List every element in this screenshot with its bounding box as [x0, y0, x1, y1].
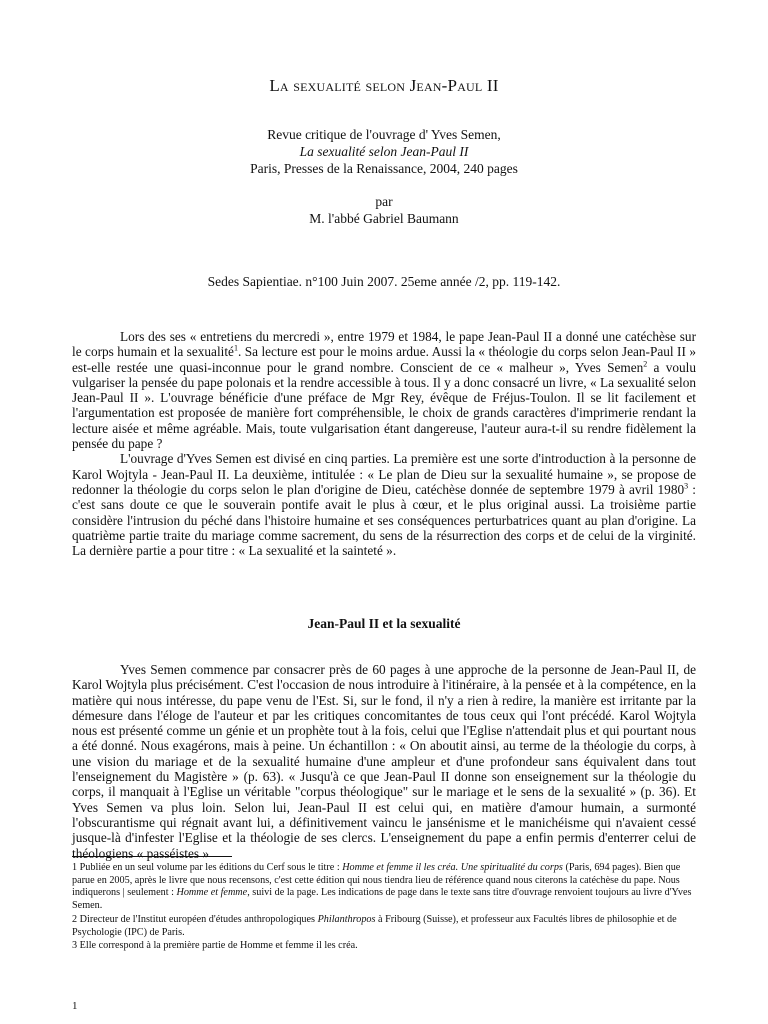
footnote-2 [72, 914, 696, 939]
text-span: L'ouvrage d'Yves Semen est divisé en cinq parties. La première est une sorte d'introduction à la personne de Karol Wojtyla - Jean-Paul II. La deuxième, intitulée : « Le plan de Dieu sur la sexualité humaine », se propose de redonner la théologie du corps selon le plan d'origine de Dieu, catéchèse donnée de septembre 1979 à avril 1980 [72, 451, 696, 497]
text-span: (Paris, 694 pages). Bien que parue en 2005, après le livre que nous recensons, c'est cette édition qui nous tiendra lieu de référence quand nous citerons la catéchèse du pape. Nous indiquerons | seulement : [72, 862, 681, 899]
document-title: La sexualité selon Jean-Paul II [269, 76, 499, 95]
text-span: a voulu vulgariser la pensée du pape polonais et la rendre accessible à tous. Il y a donc consacré un livre, « La sexualité selon Jean-Paul II ». L'ouvrage bénéficie d'une préface de Mgr Rey, évêque de Fréjus-Toulon. Il se lit facilement et l'argumentation est proposée de manière fort compréhensible, le choix de grands caractères d'imprimerie rendant la lecture aisée et même agréable. Mais, toute vulgarisation étant dangereuse, l'auteur aura-t-il su rendre fidèlement la pensée du pape ? [72, 359, 697, 452]
text-span: : c'est sans doute ce que le souverain pontife avait le plus à cœur, et le plus original aussi. La troisième partie considère l'intrusion du péché dans l'histoire humaine et ses conséquences perturbatrices quant au plan d'origine. La quatrième partie traite du mariage comme sacrement, du sens de la résurrection des corps et de celui de la virginité. La dernière partie a pour titre : « La sexualité et la sainteté ». [72, 481, 696, 559]
footnote-separator [72, 856, 232, 857]
footnote-ref-3: 3 [684, 481, 689, 491]
text-span: 2 Directeur de l'Institut européen d'études anthropologiques [72, 913, 318, 925]
review-line: Revue critique de l'ouvrage d' Yves Semen, [267, 127, 501, 142]
author-block [0, 193, 768, 227]
intro-paragraph-1 [72, 329, 696, 451]
intro-paragraph-2 [72, 451, 696, 558]
section-paragraph-1: Yves Semen commence par consacrer près de 60 pages à une approche de la personne de Jean-Paul II, de Karol Wojtyla plus précisément. C'est l'occasion de nous introduire à l'itinéraire, à la pensée et à la compétence, en la matière qui nous intéresse, du pape venu de l'Est. Si, sur le fond, il n'y a rien à redire, la manière est irritante par la démesure dans l'éloge de l'auteur et par les critiques concomitantes de tous ceux qui l'ont précédé. Karol Wojtyla nous est présenté comme un génie et un prophète tout à la fois, celui que l'Eglise n'attendait plus et qui pourtant nous a été donné. Nous exagérons, mais à peine. Un échantillon : « On aboutit ainsi, au terme de la théologie du corps, à une vision du mariage et de la sexualité humaine d'une ampleur et d'une profondeur sans équivalent dans tout l'enseignement du Magistère » (p. 63). « Jusqu'à ce que Jean-Paul II donne son enseignement sur la théologie du corps, il manquait à l'Eglise un véritable "corpus théologique" sur le mariage et le sens de la sexualité » (p. 36). Et Yves Semen va plus loin. Selon lui, Jean-Paul II est celui qui, en matière d'amour humain, a surmonté l'obscurantisme qui régnait avant lui, a définitivement vaincu le jansénisme et le manichéisme qui n'avaient cessé jusque-là d'infester l'Eglise et la théologie de ses clercs. L'enseignement du pape a enfin permis d'enterrer celui de théologiens « passéistes » [72, 662, 696, 861]
author-name: M. l'abbé Gabriel Baumann [309, 211, 459, 226]
footnote-ref-1: 1 [233, 343, 238, 353]
text-span: , suivi de la page. Les indications de page dans le texte sans titre d'ouvrage renvoient toujours au livre d'Yves Semen. [72, 887, 692, 912]
source-citation: Sedes Sapientiae. n°100 Juin 2007. 25eme année /2, pp. 119-142. [207, 274, 561, 289]
by-label: par [375, 194, 393, 209]
section-body [72, 662, 696, 861]
text-span: Homme et femme [176, 887, 248, 899]
book-title: La sexualité selon Jean-Paul II [299, 144, 469, 159]
text-span: à Fribourg (Suisse), et professeur aux Facultés libres de philosophie et de Psychologie (IPC) de Paris. [72, 913, 677, 938]
publication-info: Paris, Presses de la Renaissance, 2004, 240 pages [250, 161, 518, 176]
text-span: 1 Publiée en un seul volume par les éditions du Cerf sous le titre : [72, 862, 343, 873]
text-span: Lors des ses « entretiens du mercredi », entre 1979 et 1984, le pape Jean-Paul II a donné une catéchèse sur le corps humain et la sexualité [72, 329, 696, 360]
review-info [0, 126, 768, 177]
footnote-3: 3 Elle correspond à la première partie de Homme et femme il les créa. [72, 940, 358, 952]
section-heading: Jean-Paul II et la sexualité [307, 616, 461, 631]
footnote-1 [72, 862, 696, 913]
footnotes [72, 862, 696, 954]
intro-section [72, 329, 696, 558]
text-span: Philanthropos [317, 913, 376, 925]
text-span: . Sa lecture est pour le moins ardue. Aussi la « théologie du corps selon Jean-Paul II » est-elle restée une quasi-inconnue pour le grand nombre. Conscient de ce « malheur », Yves Semen [72, 344, 696, 375]
page-number: 1 [72, 1000, 78, 1012]
text-span: Homme et femme il les créa. Une spiritualité du corps [342, 862, 563, 873]
footnote-ref-2: 2 [643, 359, 648, 369]
